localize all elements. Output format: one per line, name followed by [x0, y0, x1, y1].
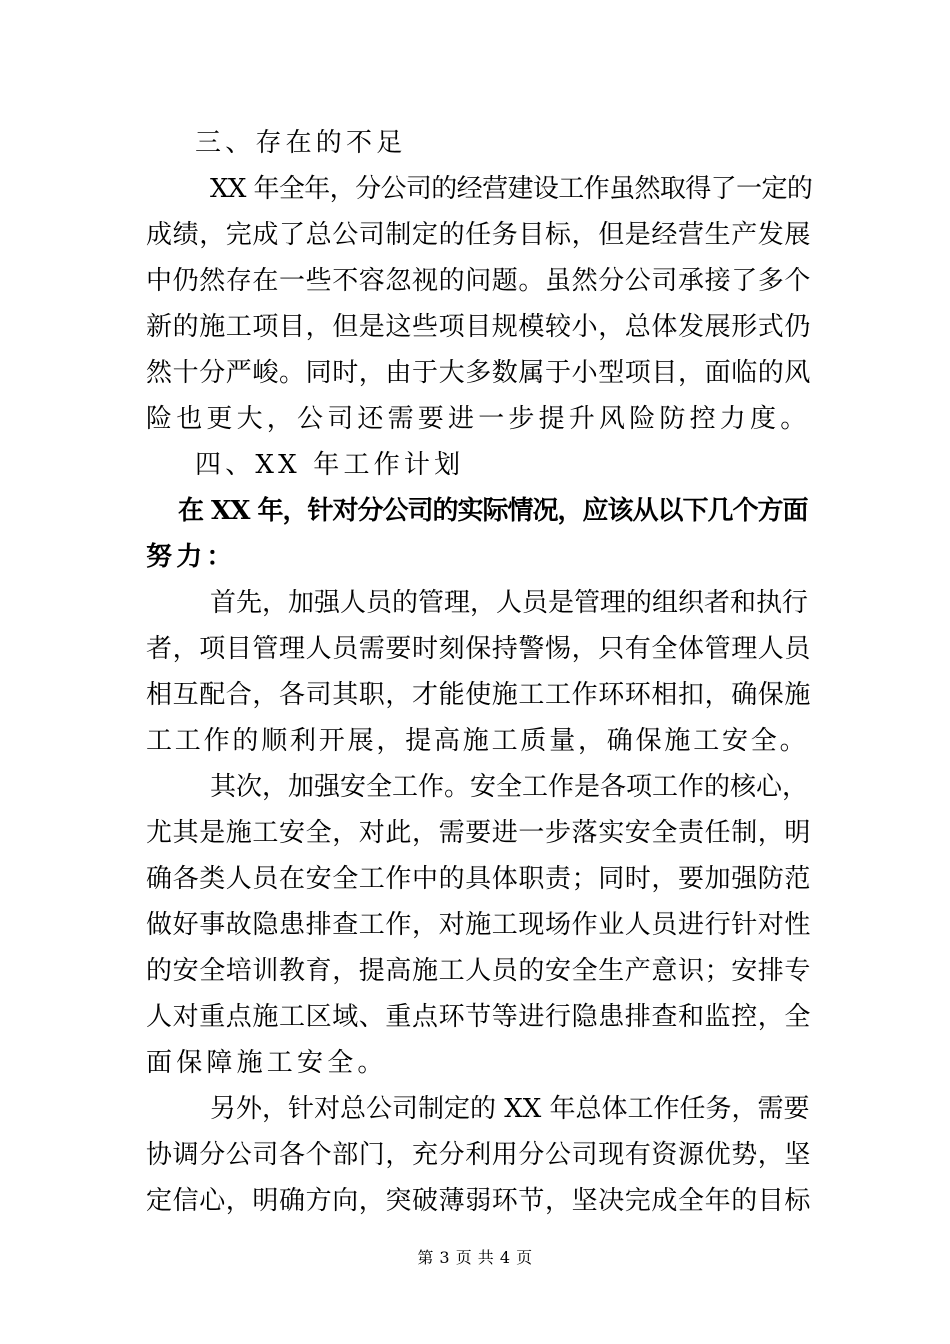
paragraph-line: 险也更大，公司还需要进一步提升风险防控力度。 [146, 404, 811, 434]
paragraph-line: 人对重点施工区域、重点环节等进行隐患排查和监控，全 [146, 1002, 812, 1032]
paragraph-line: 其次，加强安全工作。安全工作是各项工作的核心， [210, 772, 809, 802]
paragraph-line: 成绩，完成了总公司制定的任务目标，但是经营生产发展 [146, 220, 812, 250]
section-heading-work-plan: 四、XX 年工作计划 [195, 450, 465, 480]
section-heading-shortcomings: 三、存在的不足 [195, 128, 407, 158]
paragraph-line: 面保障施工安全。 [146, 1048, 388, 1078]
paragraph-line: 协调分公司各个部门，充分利用分公司现有资源优势，坚 [146, 1140, 812, 1170]
paragraph-line: 确各类人员在安全工作中的具体职责；同时，要加强防范 [146, 864, 812, 894]
paragraph-line: 者，项目管理人员需要时刻保持警惕，只有全体管理人员 [146, 634, 812, 664]
bold-paragraph-line: 在 XX 年，针对分公司的实际情况，应该从以下几个方面 [178, 496, 808, 526]
paragraph-line: 的安全培训教育，提高施工人员的安全生产意识；安排专 [146, 956, 812, 986]
paragraph-line: 做好事故隐患排查工作，对施工现场作业人员进行针对性 [146, 910, 812, 940]
paragraph-line: XX 年全年，分公司的经营建设工作虽然取得了一定的 [210, 174, 813, 204]
bold-paragraph-line: 努力： [146, 542, 237, 572]
paragraph-line: 中仍然存在一些不容忽视的问题。虽然分公司承接了多个 [146, 266, 812, 296]
paragraph-line: 工工作的顺利开展，提高施工质量，确保施工安全。 [146, 726, 809, 756]
paragraph-line: 另外，针对总公司制定的 XX 年总体工作任务，需要 [210, 1094, 810, 1124]
paragraph-line: 尤其是施工安全，对此，需要进一步落实安全责任制，明 [146, 818, 812, 848]
page-number-footer: 第 3 页 共 4 页 [417, 1248, 533, 1267]
paragraph-line: 然十分严峻。同时，由于大多数属于小型项目，面临的风 [146, 358, 812, 388]
paragraph-line: 定信心，明确方向，突破薄弱环节，坚决完成全年的目标 [146, 1186, 812, 1216]
paragraph-line: 首先，加强人员的管理，人员是管理的组织者和执行 [210, 588, 809, 618]
paragraph-line: 相互配合，各司其职，才能使施工工作环环相扣，确保施 [146, 680, 812, 710]
paragraph-line: 新的施工项目，但是这些项目规模较小，总体发展形式仍 [146, 312, 812, 342]
